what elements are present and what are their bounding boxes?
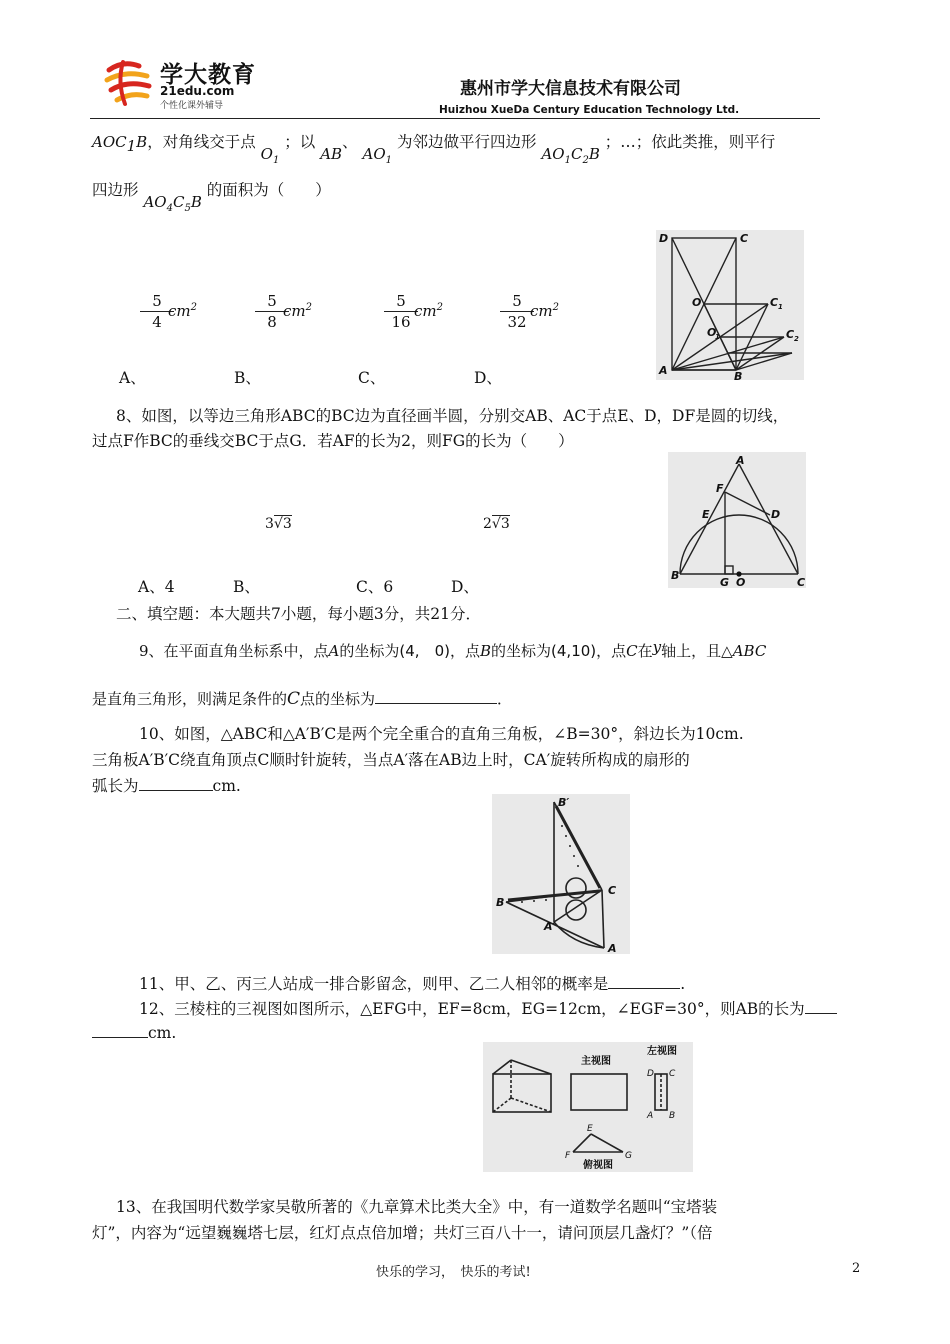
- svg-text:B: B: [669, 1111, 676, 1121]
- logo-icon: [103, 56, 155, 108]
- svg-text:O: O: [692, 296, 702, 309]
- q7-option-b-label: B、: [234, 369, 261, 387]
- svg-text:D: D: [659, 232, 669, 245]
- svg-text:B: B: [734, 370, 743, 380]
- q7-figure: [656, 230, 804, 380]
- q12-line2: cm.: [92, 1023, 176, 1042]
- svg-text:G: G: [720, 576, 730, 588]
- svg-text:C: C: [786, 328, 795, 341]
- q10-line2: 三角板A′B′C绕直角顶点C顺时针旋转，当点A′落在AB边上时，CA′旋转所构成的扇形的: [92, 751, 690, 769]
- svg-text:C: C: [669, 1069, 676, 1079]
- header-rule: [90, 118, 820, 119]
- q8-option-a: A、4: [138, 578, 175, 596]
- q9-line1: 9、在平面直角坐标系中，点A的坐标为(4, 0)，点B的坐标为(4,10)，点C在y轴上，且△ABC: [139, 638, 767, 660]
- svg-text:2: 2: [794, 335, 799, 343]
- q12-answer-blank-part1[interactable]: [805, 999, 837, 1014]
- q8-figure: [668, 452, 806, 588]
- svg-text:1: 1: [715, 333, 720, 341]
- q13-line2: 灯”，内容为“远望巍巍塔七层，红灯点点倍加增；共灯三百八十一，请问顶层几盏灯？”（倍: [92, 1224, 713, 1242]
- svg-text:O: O: [736, 576, 746, 588]
- q11-line: 11、甲、乙、丙三人站成一排合影留念，则甲、乙二人相邻的概率是 .: [139, 975, 686, 993]
- svg-text:F: F: [565, 1151, 571, 1161]
- svg-text:B′: B′: [558, 796, 570, 809]
- svg-text:C: C: [770, 296, 779, 309]
- svg-text:C: C: [740, 232, 749, 245]
- svg-text:D: D: [771, 508, 781, 521]
- svg-text:C: C: [797, 576, 806, 588]
- svg-text:A′: A′: [544, 920, 556, 933]
- q7-option-d-unit: $cm^2$: [530, 302, 559, 320]
- q11-answer-blank[interactable]: [608, 974, 680, 989]
- q13-line1: 13、在我国明代数学家吴敬所著的《九章算术比类大全》中，有一道数学名题叫“宝塔装: [116, 1198, 718, 1216]
- q10-answer-blank[interactable]: [139, 776, 213, 791]
- q7-parallelogram-diagram: [656, 230, 804, 380]
- svg-text:A: A: [608, 942, 617, 954]
- q7-option-b-fraction: 5 8: [255, 292, 289, 331]
- q8-line2: 过点F作BC的垂线交BC于点G．若AF的长为2，则FG的长为（ ）: [92, 432, 574, 450]
- svg-text:主视图: 主视图: [581, 1056, 611, 1067]
- q7-option-a-unit: $cm^2$: [168, 302, 197, 320]
- q7-option-a-label: A、: [119, 369, 146, 387]
- q9-answer-blank[interactable]: [375, 689, 497, 704]
- q7-option-c-label: C、: [358, 369, 386, 387]
- q7-option-c-unit: $cm^2$: [414, 302, 443, 320]
- logo-url: 21edu.com: [160, 84, 235, 98]
- svg-text:A: A: [736, 454, 745, 467]
- svg-text:G: G: [625, 1151, 632, 1161]
- q10-rotated-triangles-diagram: [492, 794, 630, 954]
- svg-text:E: E: [587, 1124, 593, 1134]
- q7-option-b-unit: $cm^2$: [283, 302, 312, 320]
- q12-three-views-diagram: [483, 1042, 693, 1172]
- q12-figure: [483, 1042, 693, 1172]
- q7-line2: 四边形 $AO_4C_5B$ 的面积为（ ）: [92, 181, 331, 214]
- q12-line1: 12、三棱柱的三视图如图所示，△EFG中，EF=8cm，EG=12cm，∠EGF=30°，则AB的长为: [139, 997, 837, 1019]
- page-number: 2: [852, 1261, 861, 1276]
- svg-text:左视图: 左视图: [647, 1046, 677, 1057]
- svg-text:1: 1: [778, 303, 783, 311]
- q7-option-d-fraction: 5 32: [500, 292, 534, 331]
- q8-option-c: C、6: [356, 578, 394, 596]
- q12-answer-blank-part2[interactable]: [92, 1023, 148, 1038]
- q7-option-d-label: D、: [474, 369, 502, 387]
- footer-slogan: 快乐的学习， 快乐的考试!: [376, 1265, 531, 1280]
- section-title-fill-in: 二、填空题：本大题共7小题，每小题3分，共21分．: [116, 605, 481, 623]
- svg-text:B: B: [671, 569, 680, 582]
- q8-triangle-semicircle-diagram: [668, 452, 806, 588]
- q8-option-b: B、: [233, 578, 260, 596]
- q8-option-d-value: 2√3: [483, 516, 510, 532]
- q10-line3: 弧长为 cm.: [92, 777, 241, 795]
- svg-text:B: B: [496, 896, 505, 909]
- q7-line1: $AOC_1B$，对角线交于点 $O_1$ ；以 AB、 $AO_1$ 为邻边做平行四边形 $AO_1C_2B$ ；…；依此类推，则平行: [92, 133, 776, 166]
- logo-slogan: 个性化课外辅导: [160, 101, 224, 111]
- svg-text:D: D: [647, 1069, 654, 1079]
- svg-text:A: A: [647, 1111, 654, 1121]
- q8-line1: 8、如图，以等边三角形ABC的BC边为直径画半圆，分别交AB、AC于点E、D，DF是圆的切线，: [116, 407, 789, 425]
- company-cn: 惠州市学大信息技术有限公司: [460, 79, 681, 99]
- svg-text:F: F: [716, 482, 724, 495]
- q9-line2: 是直角三角形，则满足条件的C点的坐标为 ．: [92, 689, 513, 709]
- q7-option-a-fraction: 5 4: [140, 292, 174, 331]
- logo-cn: 学大教育: [160, 62, 256, 88]
- q10-line1: 10、如图，△ABC和△A′B′C是两个完全重合的直角三角板，∠B=30°，斜边长为10cm.: [139, 725, 744, 743]
- company-en: Huizhou XueDa Century Education Technology Ltd.: [439, 104, 740, 116]
- svg-text:A: A: [659, 364, 668, 377]
- svg-text:E: E: [702, 508, 710, 521]
- svg-text:O: O: [707, 326, 717, 339]
- q8-option-b-value: 3√3: [265, 516, 292, 532]
- svg-text:俯视图: 俯视图: [583, 1160, 613, 1171]
- svg-text:C: C: [608, 884, 617, 897]
- q10-figure: [492, 794, 630, 954]
- q7-option-c-fraction: 5 16: [384, 292, 418, 331]
- q8-option-d: D、: [451, 578, 479, 596]
